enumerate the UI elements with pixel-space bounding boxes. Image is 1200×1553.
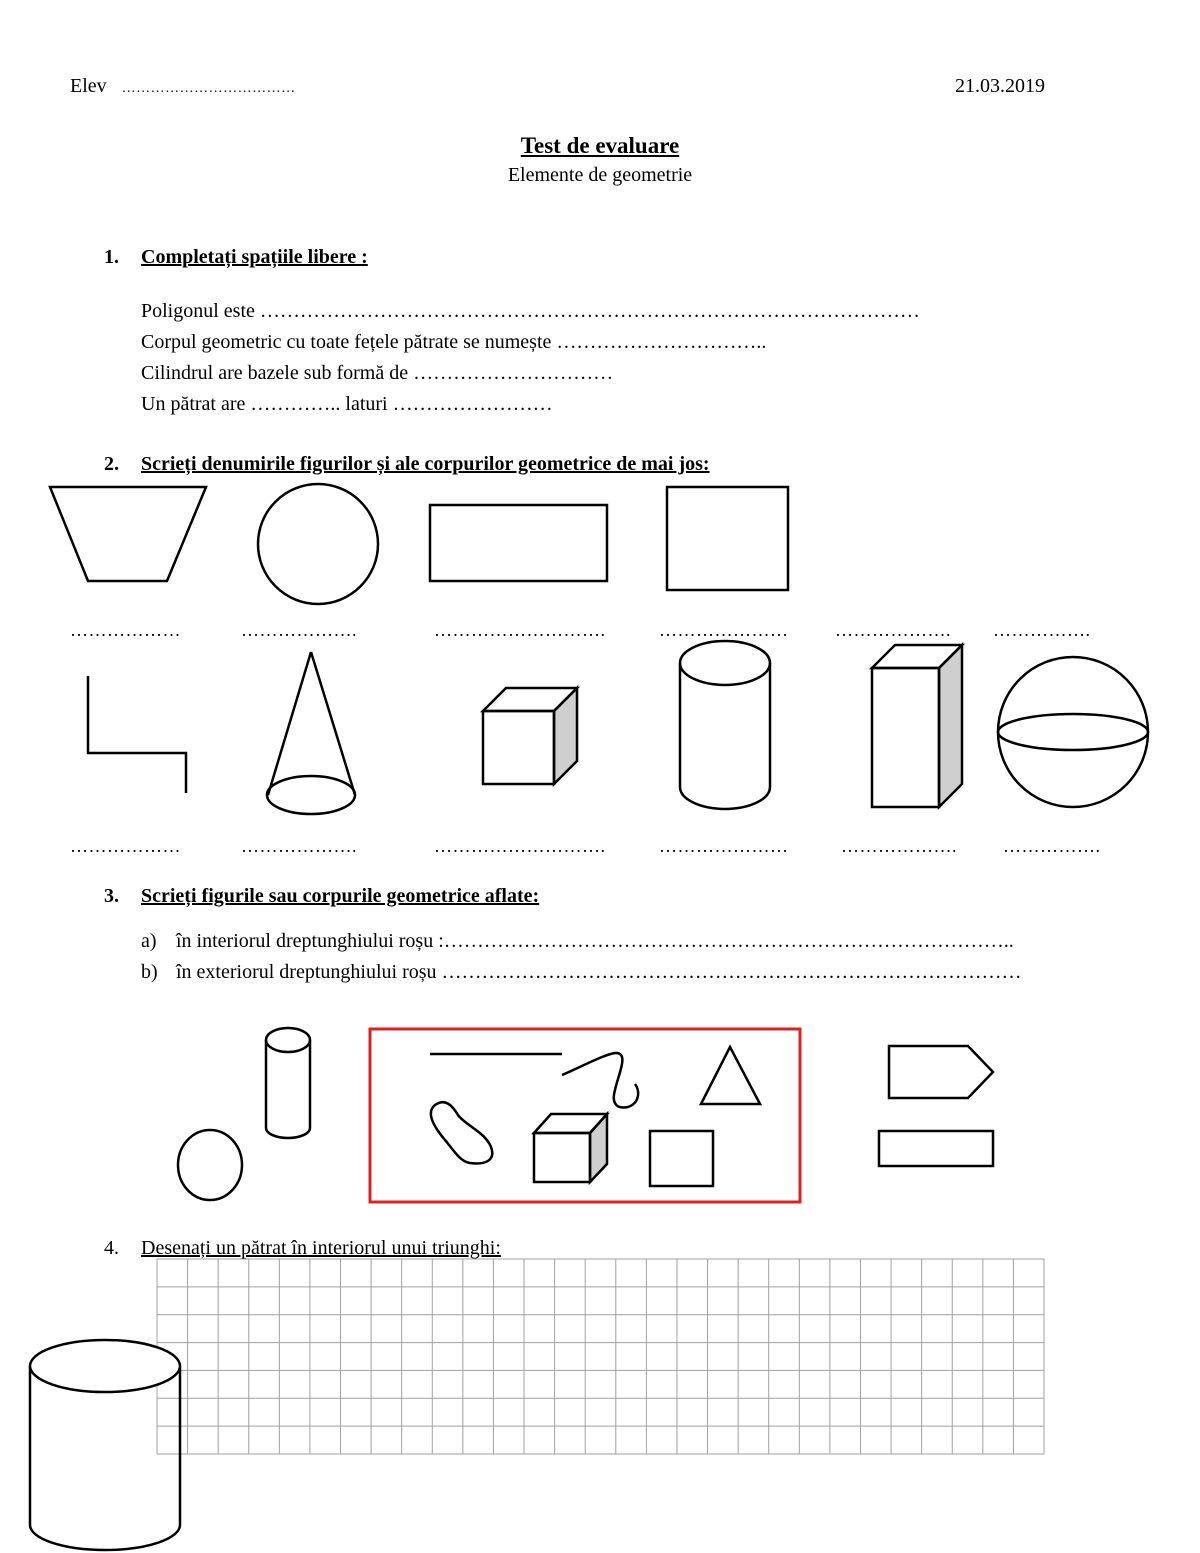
q3-item-a-marker: a) bbox=[141, 930, 157, 952]
flat-rectangle-shape bbox=[879, 1131, 993, 1166]
page-title: Test de evaluare bbox=[520, 133, 680, 158]
q4-number: 4. bbox=[104, 1237, 119, 1259]
answer-blank[interactable]: ………………. bbox=[241, 620, 357, 640]
q3-item-b[interactable]: în exteriorul dreptunghiului roșu …………………………………………………………………………… bbox=[176, 961, 1022, 983]
q1-line-4[interactable]: Un pătrat are ………….. laturi …………………… bbox=[141, 393, 553, 415]
oval-shape bbox=[178, 1130, 242, 1200]
pentagon-arrow-shape bbox=[889, 1046, 993, 1098]
cuboid-shape bbox=[872, 645, 962, 807]
answer-blank[interactable]: ……………. bbox=[993, 620, 1091, 640]
q4-heading: Desenați un pătrat în interiorul unui triunghi: bbox=[141, 1237, 501, 1259]
answer-blank[interactable]: ………………… bbox=[659, 836, 789, 856]
circle-shape bbox=[258, 484, 378, 604]
q1-number: 1. bbox=[104, 246, 119, 268]
q2-number: 2. bbox=[104, 453, 119, 475]
student-name-blank[interactable]: ……………………………… bbox=[121, 81, 296, 96]
triangle-shape bbox=[701, 1047, 760, 1104]
q1-line-1[interactable]: Poligonul este ……………………………………………………………………………………… bbox=[141, 300, 920, 322]
answer-blank[interactable]: ………………. bbox=[241, 836, 357, 856]
q1-line-3[interactable]: Cilindrul are bazele sub formă de ………………………… bbox=[141, 362, 614, 384]
sphere-shape bbox=[998, 657, 1148, 807]
rectangle-shape bbox=[430, 505, 607, 581]
q3-item-b-marker: b) bbox=[141, 961, 158, 983]
answer-blank[interactable]: ………………. bbox=[835, 620, 951, 640]
page-subtitle: Elemente de geometrie bbox=[507, 164, 693, 186]
q3-item-a[interactable]: în interiorul dreptunghiului roșu :………………………………………………………………………….. bbox=[176, 930, 1014, 952]
irregular-blob-shape bbox=[431, 1102, 492, 1163]
small-cube-shape bbox=[534, 1114, 607, 1182]
square-shape bbox=[667, 487, 788, 590]
drawing-grid bbox=[157, 1259, 1044, 1454]
answer-blank[interactable]: ………………. bbox=[841, 836, 957, 856]
date: 21.03.2019 bbox=[955, 75, 1045, 97]
answer-blank[interactable]: ………………… bbox=[659, 620, 789, 640]
broken-line-shape bbox=[88, 676, 186, 793]
answer-blank[interactable]: ………………………. bbox=[434, 836, 606, 856]
small-cylinder-shape bbox=[266, 1028, 310, 1138]
q2-heading: Scrieți denumirile figurilor și ale corpurilor geometrice de mai jos: bbox=[141, 453, 710, 475]
answer-blank[interactable]: ……………. bbox=[1003, 836, 1101, 856]
small-square-shape bbox=[650, 1131, 713, 1186]
answer-blank[interactable]: ……………… bbox=[70, 836, 181, 856]
answer-blank[interactable]: ………………………. bbox=[434, 620, 606, 640]
cone-shape bbox=[267, 652, 355, 814]
q1-heading: Completați spațiile libere : bbox=[141, 246, 368, 268]
cube-shape bbox=[483, 688, 577, 784]
curved-line-shape bbox=[562, 1053, 638, 1108]
trapezoid-shape bbox=[50, 487, 206, 581]
q1-line-2[interactable]: Corpul geometric cu toate fețele pătrate se numește ………………………….. bbox=[141, 331, 767, 353]
q3-heading: Scrieți figurile sau corpurile geometrice aflate: bbox=[141, 885, 540, 907]
student-label: Elev bbox=[70, 75, 107, 97]
q3-number: 3. bbox=[104, 885, 119, 907]
answer-blank[interactable]: ……………… bbox=[70, 620, 181, 640]
cylinder-shape bbox=[680, 641, 770, 809]
